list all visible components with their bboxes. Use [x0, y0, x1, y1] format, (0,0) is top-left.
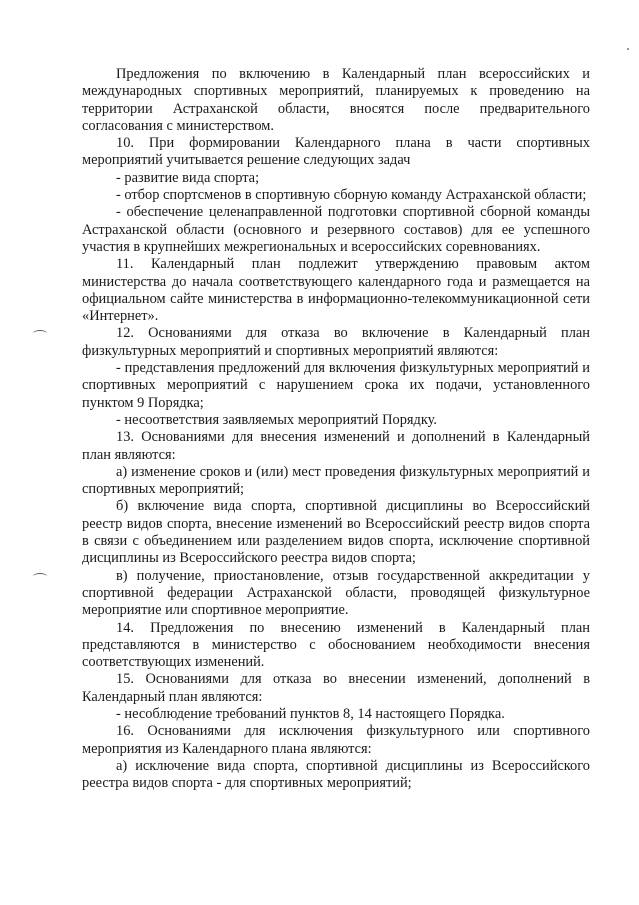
margin-pencil-mark: [33, 573, 47, 580]
paragraph: 11. Календарный план подлежит утверждению правовым актом министерства до начала соответствующего календарного года и размещается на официальном сайте министерства в информационно-телекоммуникационной сети «Интернет».: [82, 256, 590, 325]
scan-speck: [627, 48, 629, 50]
list-item: а) изменение сроков и (или) мест проведения физкультурных мероприятий и спортивных мероприятий;: [82, 463, 590, 498]
paragraph: 10. При формировании Календарного плана в части спортивных мероприятий учитывается решение следующих задач: [82, 135, 590, 169]
list-item: в) получение, приостановление, отзыв государственной аккредитации у спортивной федерации Астраханской области, проводящей физкультурное мероприятие или спортивное мероприятие.: [82, 567, 590, 619]
list-item: а) исключение вида спорта, спортивной дисциплины из Всероссийского реестра видов спорта - для спортивных мероприятий;: [82, 757, 590, 792]
paragraph: Предложения по включению в Календарный план всероссийских и международных спортивных мероприятий, планируемых к проведению на территории Астраханской области, вносятся после предварительного согласования с министерством.: [82, 66, 590, 134]
paragraph: 15. Основаниями для отказа во внесении изменений, дополнений в Календарный план являются:: [82, 671, 590, 705]
paragraph: 12. Основаниями для отказа во включение в Календарный план физкультурных мероприятий и спортивных мероприятий являются:: [82, 325, 590, 359]
list-item: - отбор спортсменов в спортивную сборную команду Астраханской области;: [116, 187, 587, 204]
list-item: б) включение вида спорта, спортивной дисциплины во Всероссийский реестр видов спорта, внесение изменений во Всероссийский реестр видов спорта в связи с объединением или разделением видов спорта, исключение спортивной дисциплины из Всероссийского реестра видов спорта;: [82, 498, 590, 567]
list-item: - представления предложений для включения физкультурных мероприятий и спортивных мероприятий с нарушением срока их подачи, установленного пунктом 9 Порядка;: [82, 360, 590, 411]
document-body: [82, 66, 590, 792]
list-item: - развитие вида спорта;: [116, 169, 260, 186]
paragraph: 16. Основаниями для исключения физкультурного или спортивного мероприятия из Календарного плана являются:: [82, 723, 590, 757]
paragraph: 13. Основаниями для внесения изменений и дополнений в Календарный план являются:: [82, 429, 590, 463]
paragraph: 14. Предложения по внесению изменений в Календарный план представляются в министерство с обоснованием необходимости внесения соответствующих изменений.: [82, 619, 590, 671]
list-item: - обеспечение целенаправленной подготовки спортивной сборной команды Астраханской области (основного и резервного составов) для ее успешного участия в крупнейших межрегиональных и всероссийских соревнованиях.: [82, 204, 590, 255]
list-item: - несоблюдение требований пунктов 8, 14 настоящего Порядка.: [116, 705, 505, 722]
list-item: - несоответствия заявляемых мероприятий Порядку.: [116, 411, 437, 428]
margin-pencil-mark: [33, 330, 47, 337]
